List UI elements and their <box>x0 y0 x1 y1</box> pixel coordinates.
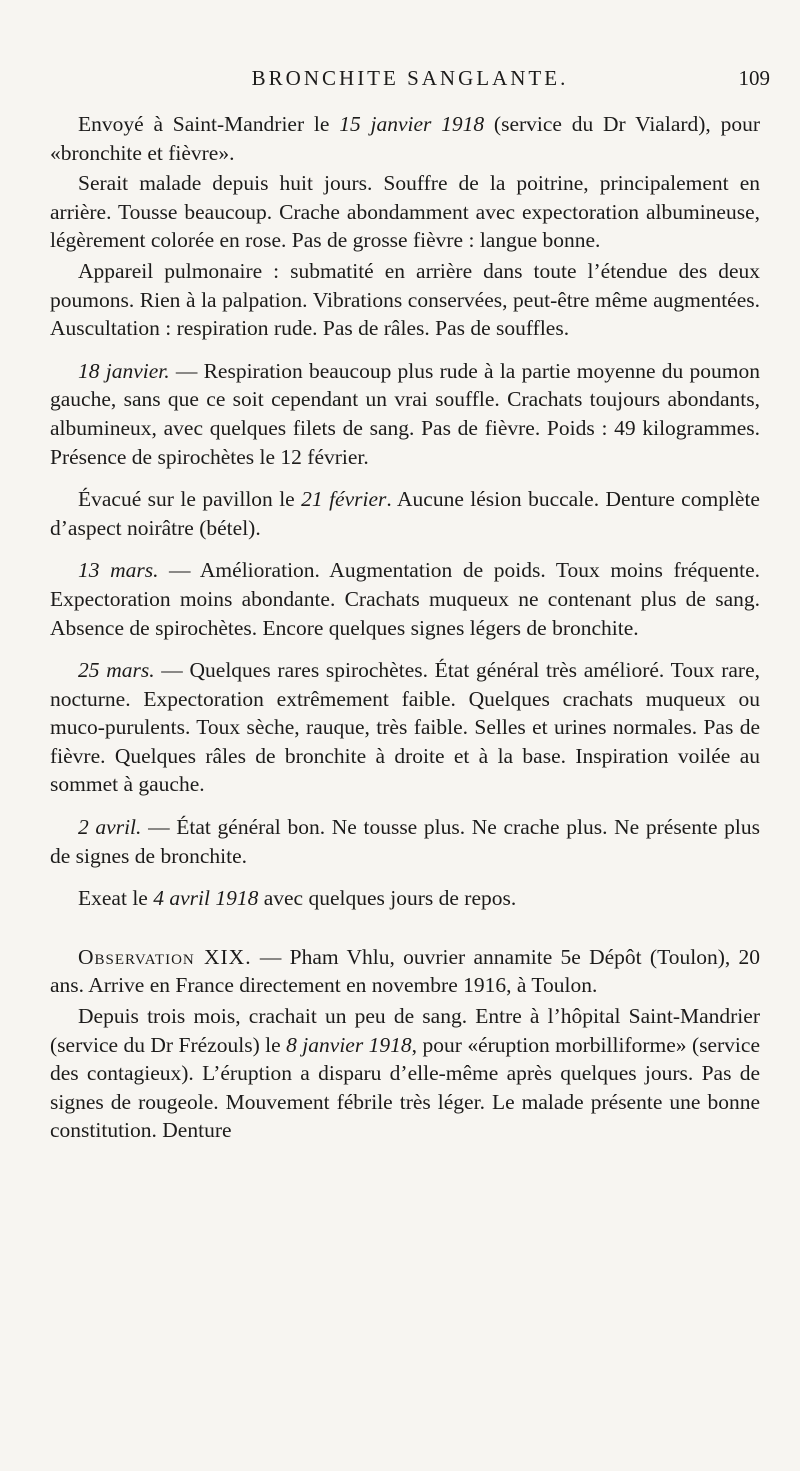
entry-13-mars <box>50 556 760 642</box>
text-run: Évacué sur le pavillon le <box>78 487 302 512</box>
text-run: avec quelques jours de repos. <box>258 886 517 911</box>
paragraph-history <box>50 1002 760 1145</box>
observation-heading-paragraph <box>50 943 760 1000</box>
paragraph-exeat <box>50 884 760 913</box>
text-run: Envoyé à Saint-Mandrier le <box>78 112 340 136</box>
entry-2-avril <box>50 813 760 870</box>
entry-18-janvier <box>50 357 760 471</box>
paragraph-symptoms: Serait malade depuis huit jours. Souffre de la poitrine, principalement en arrière. Tousse beaucoup. Crache abondamment avec expectoration albumineuse, légèrement colorée en rose. Pas de grosse fièvre : langue bonne. <box>50 171 760 253</box>
admission-date: 15 janvier 1918 <box>339 112 485 136</box>
entry-date-8-janvier: 8 janvier 1918 <box>286 1032 412 1057</box>
observation-text: — Pham Vhlu, ouvrier annamite 5e Dépôt (Toulon), 20 ans. Arrive en France directement en novembre 1916, à Toulon. <box>50 944 760 998</box>
entry-date: 13 mars. <box>78 558 159 583</box>
page-number: 109 <box>738 66 770 90</box>
entry-25-mars <box>50 656 760 799</box>
entry-date: 25 mars. <box>78 658 155 683</box>
text-run: (service du Dr Vialard), pour «bronchite et fièvre». <box>50 112 760 165</box>
entry-date: 18 janvier. <box>78 358 170 383</box>
text-run: Depuis trois mois, crachait un peu de sang. Entre à l’hôpital Saint-Mandrier (service du Dr Frézouls) le <box>50 1004 760 1057</box>
paragraph-pulmonary-exam: Appareil pulmonaire : submatité en arrière dans toute l’étendue des deux poumons. Rien à la palpation. Vibrations conservées, peut-être même augmentées. Auscultation : respiration rude. Pas de râles. Pas de souffles. <box>50 258 760 341</box>
paragraph-admission <box>50 110 760 167</box>
entry-text: — Respiration beaucoup plus rude à la partie moyenne du poumon gauche, sans que ce soit cependant un vrai souffle. Crachats toujours abondants, albumineux, avec quelques filets de sang. Pas de fièvre. Poids : 49 kilogrammes. Présence de spirochètes le 12 février. <box>50 358 760 469</box>
paragraph-evacuation <box>50 485 760 542</box>
text-run: . Aucune lésion buccale. Denture complète d’aspect noirâtre (bétel). <box>50 487 760 540</box>
exeat-date: 4 avril 1918 <box>153 886 259 911</box>
entry-text: — Quelques rares spirochètes. État général très amélioré. Toux rare, nocturne. Expectoration extrêmement faible. Quelques crachats muqueux ou muco-purulents. Toux sèche, rauque, très faible. Selles et urines normales. Pas de fièvre. Quelques râles de bronchite à droite et à la base. Inspiration voilée au sommet à gauche. <box>50 658 760 797</box>
body-text <box>50 110 760 1145</box>
page-header <box>50 66 770 96</box>
entry-text: — Amélioration. Augmentation de poids. Toux moins fréquente. Expectoration moins abondante. Crachats muqueux ne contenant plus de sang. Absence de spirochètes. Encore quelques signes légers de bronchite. <box>50 558 760 640</box>
observation-label: Observation XIX. <box>78 944 252 969</box>
text-run: Exeat le <box>78 886 154 911</box>
evacuation-date: 21 février <box>301 487 387 512</box>
text-run: , pour «éruption morbilliforme» (service des contagieux). L’éruption a disparu d’elle-même après quelques jours. Pas de signes de rougeole. Mouvement fébrile très léger. Le malade présente une bonne constitution. Denture <box>50 1032 760 1143</box>
entry-text: — État général bon. Ne tousse plus. Ne crache plus. Ne présente plus de signes de bronchite. <box>50 815 761 868</box>
running-title: BRONCHITE SANGLANTE. <box>251 66 569 90</box>
entry-date: 2 avril. <box>78 815 142 840</box>
